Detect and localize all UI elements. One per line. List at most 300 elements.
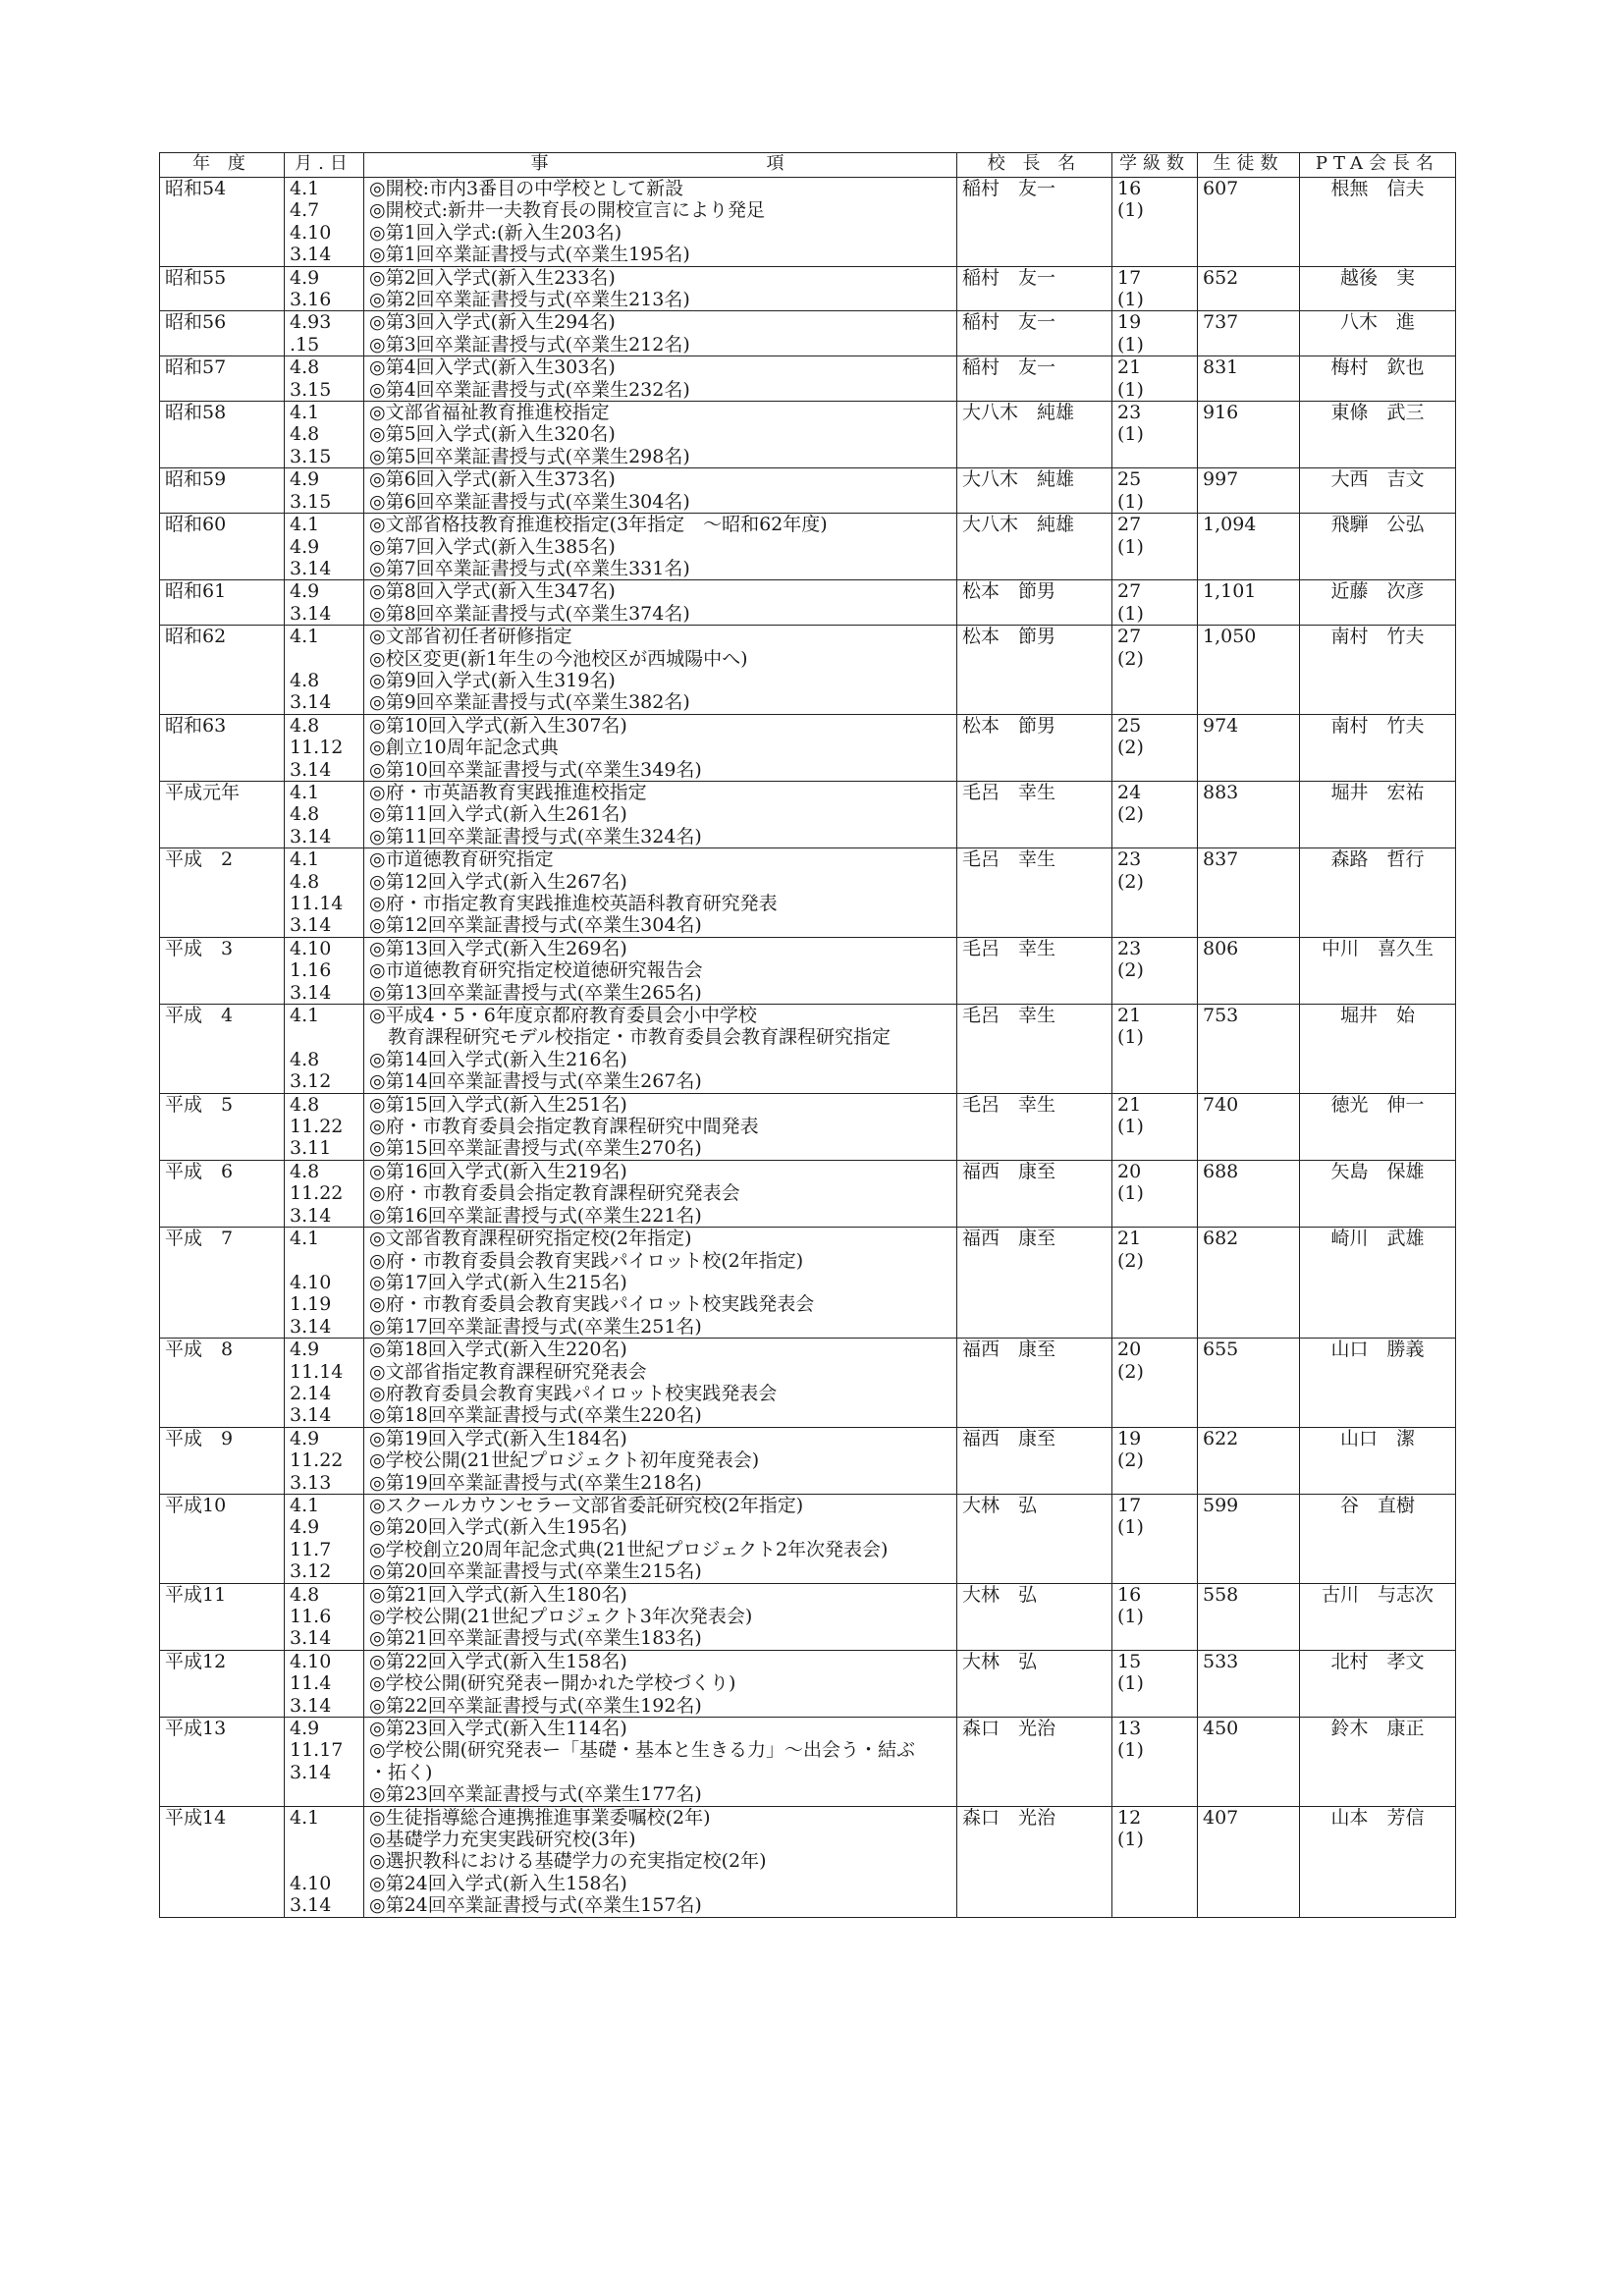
students-cell <box>1198 1650 1300 1717</box>
classes-cell <box>1112 1093 1198 1160</box>
student-count: 737 <box>1203 311 1239 334</box>
special-class-count: (1) <box>1117 1116 1144 1138</box>
students-cell <box>1198 1806 1300 1917</box>
event-line: ◎学校公開(21世紀プロジェクト3年次発表会) <box>369 1606 753 1627</box>
table-row <box>160 1160 1456 1227</box>
event-cell <box>364 937 957 1004</box>
date-line: 11.7 <box>290 1538 332 1560</box>
year-text: 昭和63 <box>165 714 227 737</box>
classes-cell <box>1112 1583 1198 1650</box>
pta-president-name: 山本 芳信 <box>1330 1806 1425 1829</box>
principal-cell <box>957 714 1112 781</box>
event-line: ◎第16回卒業証書授与式(卒業生221名) <box>369 1204 702 1227</box>
date-line: 4.1 <box>290 1005 320 1027</box>
class-count: 23 <box>1117 937 1142 959</box>
date-line: 4.9 <box>290 1516 320 1539</box>
date-cell <box>285 468 364 514</box>
pta-cell <box>1300 356 1456 402</box>
class-count: 13 <box>1117 1718 1142 1740</box>
header-date: 月.日 <box>285 153 364 178</box>
event-line: ◎第17回卒業証書授与式(卒業生251名) <box>369 1315 702 1338</box>
classes-cell <box>1112 1228 1198 1339</box>
pta-cell <box>1300 1339 1456 1428</box>
date-line: 4.8 <box>290 870 320 893</box>
classes-cell <box>1112 580 1198 626</box>
event-line: ◎第19回入学式(新入生184名) <box>369 1427 627 1449</box>
event-line: ◎第12回入学式(新入生267名) <box>369 870 627 893</box>
class-count: 16 <box>1117 1583 1142 1606</box>
event-line: ◎第4回入学式(新入生303名) <box>369 356 616 379</box>
date-line <box>290 1850 358 1872</box>
students-cell <box>1198 1427 1300 1494</box>
year-cell <box>160 714 285 781</box>
event-line: ◎開校:市内3番目の中学校として新設 <box>369 178 684 199</box>
class-count: 20 <box>1117 1339 1142 1361</box>
date-line <box>290 1250 358 1272</box>
event-line: 教育課程研究モデル校指定・市教育委員会教育課程研究指定 <box>369 1026 892 1049</box>
event-line: ◎第1回入学式:(新入生203名) <box>369 221 622 244</box>
class-count: 21 <box>1117 1228 1142 1250</box>
year-text: 昭和61 <box>165 580 227 603</box>
student-count: 599 <box>1203 1494 1239 1516</box>
students-cell <box>1198 514 1300 580</box>
event-line: ◎第16回入学式(新入生219名) <box>369 1160 627 1182</box>
year-text: 平成 7 <box>165 1228 234 1250</box>
principal-cell <box>957 1427 1112 1494</box>
event-cell <box>364 714 957 781</box>
event-cell <box>364 311 957 356</box>
pta-cell <box>1300 714 1456 781</box>
date-line <box>290 1783 358 1805</box>
year-text: 昭和55 <box>165 266 227 289</box>
date-cell <box>285 1005 364 1094</box>
date-line: 3.15 <box>290 490 332 513</box>
year-cell <box>160 781 285 847</box>
event-cell <box>364 1494 957 1583</box>
year-cell <box>160 848 285 938</box>
pta-president-name: 堀井 始 <box>1339 1005 1415 1027</box>
pta-president-name: 徳光 伸一 <box>1330 1093 1425 1116</box>
class-count: 25 <box>1117 468 1142 491</box>
class-count: 27 <box>1117 580 1142 603</box>
pta-president-name: 越後 実 <box>1339 266 1415 289</box>
principal-cell <box>957 1005 1112 1094</box>
event-line: ◎第21回卒業証書授与式(卒業生183名) <box>369 1627 702 1650</box>
class-count: 21 <box>1117 356 1142 379</box>
pta-cell <box>1300 1427 1456 1494</box>
students-cell <box>1198 1583 1300 1650</box>
date-cell <box>285 1427 364 1494</box>
year-cell <box>160 1650 285 1717</box>
special-class-count: (1) <box>1117 333 1144 355</box>
date-line: 4.8 <box>290 1093 320 1116</box>
date-line: 4.1 <box>290 626 320 648</box>
pta-president-name: 南村 竹夫 <box>1330 714 1425 737</box>
date-line: 4.9 <box>290 1339 320 1361</box>
year-cell <box>160 1339 285 1428</box>
event-line: ◎府・市教育委員会教育実践パイロット校(2年指定) <box>369 1249 804 1272</box>
date-line: 4.9 <box>290 1718 320 1740</box>
classes-cell <box>1112 1494 1198 1583</box>
event-line: ◎第2回卒業証書授与式(卒業生213名) <box>369 289 690 311</box>
students-cell <box>1198 1718 1300 1807</box>
event-line: ◎第24回入学式(新入生158名) <box>369 1872 627 1894</box>
table-header-row <box>160 153 1456 178</box>
date-line: 4.1 <box>290 514 320 536</box>
pta-cell <box>1300 1718 1456 1807</box>
pta-cell <box>1300 1160 1456 1227</box>
principal-cell <box>957 1228 1112 1339</box>
year-cell <box>160 266 285 311</box>
pta-president-name: 近藤 次彦 <box>1330 580 1425 603</box>
date-line: 3.14 <box>290 758 332 781</box>
event-line: ◎学校創立20周年記念式典(21世紀プロジェクト2年次発表会) <box>369 1538 889 1560</box>
student-count: 682 <box>1203 1228 1239 1250</box>
principal-cell <box>957 1494 1112 1583</box>
classes-cell <box>1112 1427 1198 1494</box>
year-cell <box>160 1093 285 1160</box>
principal-cell <box>957 781 1112 847</box>
year-cell <box>160 626 285 715</box>
event-line: ◎第19回卒業証書授与式(卒業生218名) <box>369 1471 702 1494</box>
classes-cell <box>1112 1718 1198 1807</box>
table-row <box>160 311 1456 356</box>
event-cell <box>364 1228 957 1339</box>
date-line: 4.1 <box>290 1228 320 1250</box>
pta-president-name: 森路 哲行 <box>1330 848 1425 871</box>
header-classes: 学級数 <box>1112 153 1198 178</box>
students-cell <box>1198 714 1300 781</box>
year-text: 昭和57 <box>165 356 227 379</box>
student-count: 1,094 <box>1203 514 1257 536</box>
year-cell <box>160 1583 285 1650</box>
class-count: 16 <box>1117 178 1142 199</box>
event-line: ◎第9回卒業証書授与式(卒業生382名) <box>369 691 690 714</box>
event-cell <box>364 1427 957 1494</box>
principal-cell <box>957 468 1112 514</box>
event-cell <box>364 1718 957 1807</box>
table-row <box>160 1650 1456 1717</box>
students-cell <box>1198 1228 1300 1339</box>
class-count: 25 <box>1117 714 1142 737</box>
student-count: 1,050 <box>1203 626 1257 648</box>
event-cell <box>364 514 957 580</box>
pta-president-name: 中川 喜久生 <box>1321 937 1434 959</box>
students-cell <box>1198 626 1300 715</box>
class-count: 15 <box>1117 1650 1142 1672</box>
principal-cell <box>957 580 1112 626</box>
pta-cell <box>1300 848 1456 938</box>
date-cell <box>285 848 364 938</box>
student-count: 883 <box>1203 781 1239 803</box>
year-text: 平成10 <box>165 1494 227 1516</box>
classes-cell <box>1112 937 1198 1004</box>
student-count: 837 <box>1203 848 1239 871</box>
principal-name: 稲村 友一 <box>962 178 1056 199</box>
event-line: ◎第6回卒業証書授与式(卒業生304名) <box>369 490 690 513</box>
table-row <box>160 1806 1456 1917</box>
date-line: 4.10 <box>290 1650 332 1672</box>
students-cell <box>1198 402 1300 468</box>
date-line: 4.1 <box>290 1806 320 1829</box>
date-cell <box>285 311 364 356</box>
event-line: ◎第12回卒業証書授与式(卒業生304名) <box>369 914 702 937</box>
date-line <box>290 1829 358 1850</box>
date-line: 4.10 <box>290 1271 332 1293</box>
students-cell <box>1198 1494 1300 1583</box>
class-count: 24 <box>1117 781 1142 803</box>
date-line: 3.12 <box>290 1560 332 1583</box>
table-row <box>160 580 1456 626</box>
class-count: 17 <box>1117 266 1142 289</box>
date-line: 4.1 <box>290 848 320 871</box>
event-line: ◎第7回卒業証書授与式(卒業生331名) <box>369 557 690 579</box>
class-count: 21 <box>1117 1093 1142 1116</box>
special-class-count: (2) <box>1117 647 1144 670</box>
classes-cell <box>1112 781 1198 847</box>
event-cell <box>364 1583 957 1650</box>
year-cell <box>160 1494 285 1583</box>
table-row <box>160 1494 1456 1583</box>
table-row <box>160 1718 1456 1807</box>
event-line: ◎府・市教育委員会指定教育課程研究発表会 <box>369 1182 740 1205</box>
students-cell <box>1198 356 1300 402</box>
class-count: 19 <box>1117 311 1142 334</box>
event-line: ◎第17回入学式(新入生215名) <box>369 1271 627 1293</box>
event-line: ◎第22回卒業証書授与式(卒業生192名) <box>369 1694 702 1717</box>
date-line: 3.14 <box>290 981 332 1004</box>
event-cell <box>364 178 957 267</box>
header-students: 生徒数 <box>1198 153 1300 178</box>
student-count: 753 <box>1203 1005 1239 1027</box>
class-count: 23 <box>1117 848 1142 871</box>
date-cell <box>285 1494 364 1583</box>
event-line: ◎府・市英語教育実践推進校指定 <box>369 781 647 803</box>
date-line: 4.10 <box>290 221 332 244</box>
students-cell <box>1198 781 1300 847</box>
classes-cell <box>1112 1339 1198 1428</box>
pta-cell <box>1300 781 1456 847</box>
year-text: 平成元年 <box>165 781 241 803</box>
event-line: ◎第15回入学式(新入生251名) <box>369 1093 627 1116</box>
year-text: 昭和56 <box>165 311 227 334</box>
date-cell <box>285 714 364 781</box>
table-row <box>160 714 1456 781</box>
event-cell <box>364 1005 957 1094</box>
pta-president-name: 山口 潔 <box>1339 1427 1415 1449</box>
principal-cell <box>957 402 1112 468</box>
date-line: 3.14 <box>290 244 332 266</box>
year-cell <box>160 178 285 267</box>
date-line: 11.4 <box>290 1672 332 1695</box>
classes-cell <box>1112 1806 1198 1917</box>
event-line: ◎第4回卒業証書授与式(卒業生232名) <box>369 378 690 401</box>
event-line: ◎第15回卒業証書授与式(卒業生270名) <box>369 1137 702 1160</box>
year-text: 平成 4 <box>165 1005 234 1027</box>
special-class-count: (2) <box>1117 870 1144 893</box>
special-class-count: (1) <box>1117 1182 1144 1205</box>
date-line: 4.8 <box>290 1160 320 1182</box>
special-class-count: (2) <box>1117 737 1144 759</box>
principal-name: 稲村 友一 <box>962 311 1056 334</box>
pta-cell <box>1300 626 1456 715</box>
date-line: 4.1 <box>290 402 320 424</box>
principal-name: 毛呂 幸生 <box>962 1093 1056 1116</box>
student-count: 916 <box>1203 402 1239 424</box>
event-line: ◎スクールカウンセラー文部省委託研究校(2年指定) <box>369 1494 804 1516</box>
event-line: ◎開校式:新井一夫教育長の開校宣言により発足 <box>369 199 765 222</box>
principal-cell <box>957 356 1112 402</box>
event-cell <box>364 781 957 847</box>
date-cell <box>285 1093 364 1160</box>
principal-name: 福西 康至 <box>962 1228 1056 1250</box>
year-text: 平成11 <box>165 1583 227 1606</box>
student-count: 450 <box>1203 1718 1239 1740</box>
classes-cell <box>1112 178 1198 267</box>
year-cell <box>160 468 285 514</box>
year-cell <box>160 514 285 580</box>
pta-president-name: 八木 進 <box>1339 311 1415 334</box>
date-line: 4.9 <box>290 266 320 289</box>
class-count: 17 <box>1117 1494 1142 1516</box>
date-line: 3.14 <box>290 1204 332 1227</box>
event-line: ◎学校公開(21世紀プロジェクト初年度発表会) <box>369 1449 760 1472</box>
date-line: 4.1 <box>290 178 320 199</box>
event-line: ◎創立10周年記念式典 <box>369 737 559 759</box>
date-cell <box>285 1650 364 1717</box>
date-line: 11.22 <box>290 1182 344 1205</box>
date-line: 3.15 <box>290 445 332 467</box>
table-row <box>160 781 1456 847</box>
special-class-count: (1) <box>1117 378 1144 401</box>
principal-name: 大八木 純雄 <box>962 468 1075 491</box>
year-text: 平成12 <box>165 1650 227 1672</box>
classes-cell <box>1112 514 1198 580</box>
event-line: ◎府・市教育委員会指定教育課程研究中間発表 <box>369 1116 759 1138</box>
principal-cell <box>957 1583 1112 1650</box>
event-cell <box>364 1160 957 1227</box>
pta-president-name: 北村 孝文 <box>1330 1650 1425 1672</box>
student-count: 740 <box>1203 1093 1239 1116</box>
date-cell <box>285 1339 364 1428</box>
special-class-count: (1) <box>1117 199 1144 222</box>
table-row <box>160 1228 1456 1339</box>
students-cell <box>1198 848 1300 938</box>
principal-name: 毛呂 幸生 <box>962 1005 1056 1027</box>
table-row <box>160 178 1456 267</box>
pta-cell <box>1300 1494 1456 1583</box>
event-cell <box>364 468 957 514</box>
date-cell <box>285 356 364 402</box>
event-line: ◎第10回入学式(新入生307名) <box>369 714 627 737</box>
principal-name: 毛呂 幸生 <box>962 848 1056 871</box>
students-cell <box>1198 178 1300 267</box>
event-line: ◎第24回卒業証書授与式(卒業生157名) <box>369 1894 702 1917</box>
pta-cell <box>1300 311 1456 356</box>
event-line: ◎第11回入学式(新入生261名) <box>369 803 627 826</box>
principal-name: 福西 康至 <box>962 1427 1056 1449</box>
event-line: ◎文部省格技教育推進校指定(3年指定 ～昭和62年度) <box>369 514 828 536</box>
event-line: ◎学校公開(研究発表ー開かれた学校づくり) <box>369 1672 736 1695</box>
year-text: 平成 2 <box>165 848 234 871</box>
students-cell <box>1198 311 1300 356</box>
event-cell <box>364 1806 957 1917</box>
date-line: 4.10 <box>290 1872 332 1894</box>
student-count: 533 <box>1203 1650 1239 1672</box>
special-class-count: (1) <box>1117 1516 1144 1539</box>
date-line: 4.8 <box>290 714 320 737</box>
special-class-count: (1) <box>1117 1606 1144 1627</box>
year-text: 平成13 <box>165 1718 227 1740</box>
principal-name: 松本 節男 <box>962 580 1056 603</box>
special-class-count: (1) <box>1117 490 1144 513</box>
pta-president-name: 谷 直樹 <box>1339 1494 1415 1516</box>
date-line: 3.14 <box>290 1694 332 1717</box>
classes-cell <box>1112 1650 1198 1717</box>
class-count: 12 <box>1117 1806 1142 1829</box>
pta-cell <box>1300 1228 1456 1339</box>
date-line: 3.14 <box>290 1315 332 1338</box>
date-line: .15 <box>290 333 320 355</box>
pta-president-name: 矢島 保雄 <box>1330 1160 1425 1182</box>
date-line <box>290 648 358 670</box>
date-cell <box>285 781 364 847</box>
event-line: ◎第21回入学式(新入生180名) <box>369 1583 627 1606</box>
event-line: ◎選択教科における基礎学力の充実指定校(2年) <box>369 1850 767 1873</box>
date-line: 3.14 <box>290 914 332 937</box>
event-line: ◎学校公開(研究発表ー「基礎・基本と生きる力」～出会う・結ぶ <box>369 1739 915 1762</box>
date-cell <box>285 580 364 626</box>
event-line: ◎第14回卒業証書授与式(卒業生267名) <box>369 1070 702 1093</box>
event-line: ◎第13回卒業証書授与式(卒業生265名) <box>369 981 702 1004</box>
event-line: ◎第14回入学式(新入生216名) <box>369 1048 627 1070</box>
pta-cell <box>1300 468 1456 514</box>
pta-president-name: 鈴木 康正 <box>1330 1718 1425 1740</box>
date-line: 4.1 <box>290 1494 320 1516</box>
event-line: ◎市道徳教育研究指定 <box>369 848 554 871</box>
principal-name: 福西 康至 <box>962 1339 1056 1361</box>
date-line: 3.15 <box>290 378 332 401</box>
event-line: ◎第5回卒業証書授与式(卒業生298名) <box>369 445 690 467</box>
event-cell <box>364 1093 957 1160</box>
date-line: 11.14 <box>290 893 344 914</box>
table-row <box>160 1583 1456 1650</box>
year-text: 平成14 <box>165 1806 227 1829</box>
classes-cell <box>1112 1160 1198 1227</box>
date-cell <box>285 626 364 715</box>
event-line: ◎平成4・5・6年度京都府教育委員会小中学校 <box>369 1005 757 1027</box>
principal-name: 松本 節男 <box>962 626 1056 648</box>
date-line: 11.6 <box>290 1606 332 1627</box>
student-count: 688 <box>1203 1160 1239 1182</box>
classes-cell <box>1112 356 1198 402</box>
date-line: 4.8 <box>290 1583 320 1606</box>
date-cell <box>285 937 364 1004</box>
pta-cell <box>1300 580 1456 626</box>
principal-name: 福西 康至 <box>962 1160 1056 1182</box>
special-class-count: (1) <box>1117 289 1144 311</box>
principal-name: 毛呂 幸生 <box>962 937 1056 959</box>
event-line: ◎文部省福祉教育推進校指定 <box>369 402 610 424</box>
principal-cell <box>957 1650 1112 1717</box>
event-line: ◎府・市教育委員会教育実践パイロット校実践発表会 <box>369 1293 815 1316</box>
class-count: 21 <box>1117 1005 1142 1027</box>
special-class-count: (2) <box>1117 1249 1144 1272</box>
date-line: 1.19 <box>290 1293 332 1316</box>
pta-cell <box>1300 402 1456 468</box>
event-line: ◎第20回入学式(新入生195名) <box>369 1516 627 1539</box>
special-class-count: (1) <box>1117 602 1144 625</box>
